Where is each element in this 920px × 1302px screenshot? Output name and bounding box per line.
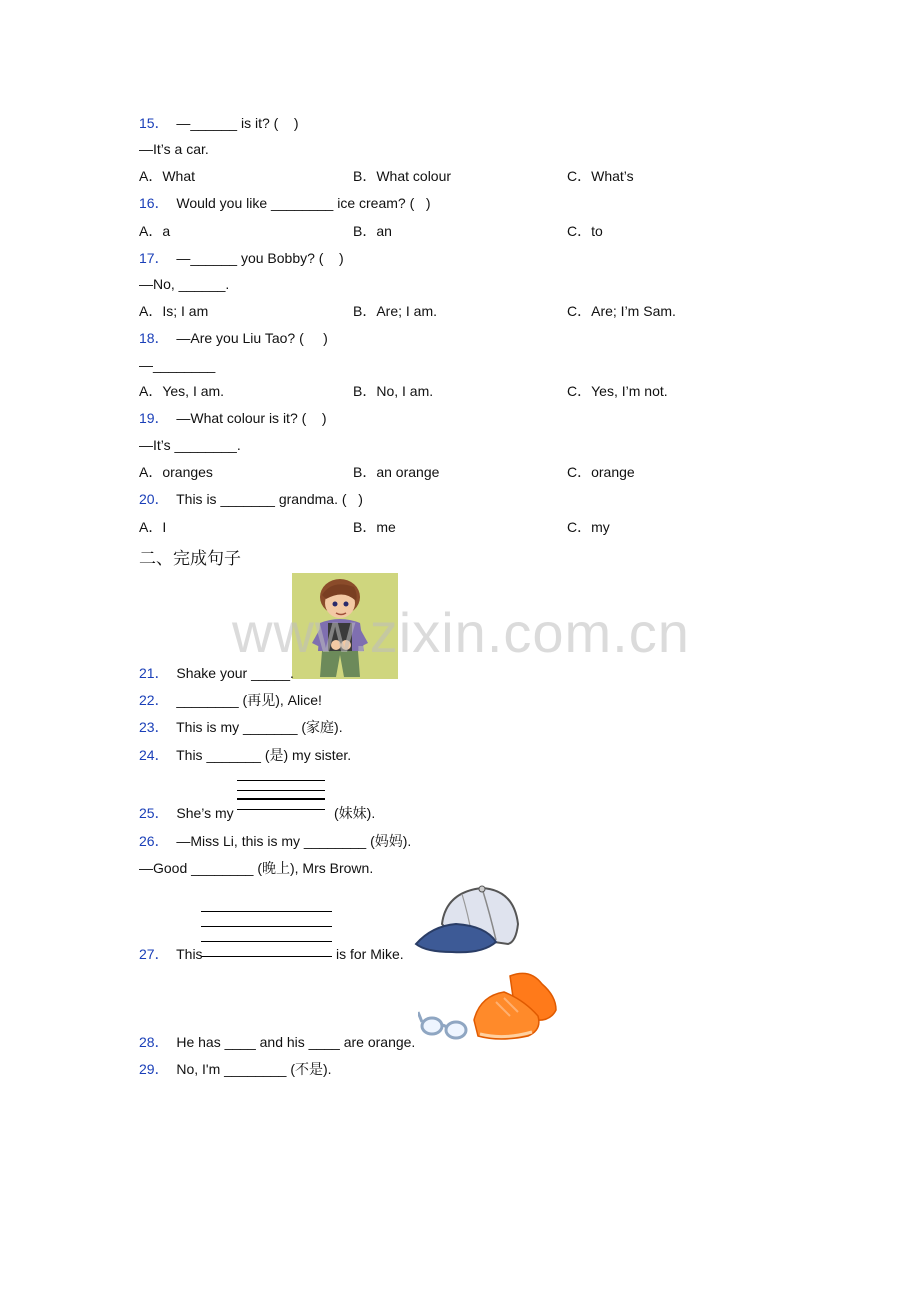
item-26: 26． —Miss Li, this is my ________ (妈妈). [139, 833, 412, 849]
question-18-answer-line: —________ [139, 357, 216, 373]
option-17-a: A．Is; I am [139, 303, 209, 319]
question-17-answer-line: —No, ______. [139, 276, 230, 292]
option-19-a: A．oranges [139, 464, 213, 480]
answer-line-27-2 [201, 926, 332, 927]
glasses-icon [418, 1008, 470, 1042]
boy-illustration [292, 573, 398, 679]
question-18: 18． —Are you Liu Tao? ( ) [139, 330, 328, 346]
item-21: 21． Shake your _____. [139, 665, 294, 681]
boy-image [292, 573, 398, 679]
answer-line-25-2 [237, 790, 325, 791]
glasses-image [418, 1008, 470, 1042]
option-16-b: B．an [353, 223, 392, 239]
question-15-answer-line: —It’s a car. [139, 141, 209, 157]
question-15: 15． —______ is it? ( ) [139, 115, 299, 131]
item-25-suffix: (妹妹). [334, 805, 376, 821]
question-19-answer-line: —It’s ________. [139, 437, 241, 453]
item-27-suffix: is for Mike. [336, 946, 404, 962]
option-15-b: B．What colour [353, 168, 452, 184]
answer-line-25-1 [237, 780, 325, 781]
watermark: www.zixin.com.cn [232, 601, 690, 664]
option-19-c: C．orange [567, 464, 635, 480]
question-16: 16． Would you like ________ ice cream? ( ) [139, 195, 431, 211]
option-15-c: C．What’s [567, 168, 634, 184]
option-20-a: A．I [139, 519, 167, 535]
shoes-image [470, 970, 558, 1046]
answer-line-25-3 [237, 798, 325, 800]
option-18-c: C．Yes, I’m not. [567, 383, 668, 399]
option-17-b: B．Are; I am. [353, 303, 438, 319]
option-18-a: A．Yes, I am. [139, 383, 225, 399]
option-16-a: A．a [139, 223, 171, 239]
option-20-c: C．my [567, 519, 610, 535]
question-20: 20． This is _______ grandma. ( ) [139, 491, 363, 507]
option-18-b: B．No, I am. [353, 383, 434, 399]
answer-line-25-4 [237, 809, 325, 810]
item-25: 25． She’s my [139, 805, 234, 821]
answer-line-27-1 [201, 911, 332, 912]
orange-shoes-icon [470, 970, 558, 1046]
option-15-a: A．What [139, 168, 196, 184]
item-24: 24． This _______ (是) my sister. [139, 747, 352, 763]
cap-image [412, 884, 524, 958]
item-23: 23． This is my _______ (家庭). [139, 719, 343, 735]
question-19: 19． —What colour is it? ( ) [139, 410, 327, 426]
item-26-line2: —Good ________ (晚上), Mrs Brown. [139, 860, 374, 876]
answer-line-27-4 [201, 956, 332, 957]
item-27: 27． This [139, 946, 203, 962]
question-17: 17． —______ you Bobby? ( ) [139, 250, 344, 266]
option-20-b: B．me [353, 519, 396, 535]
answer-line-27-3 [201, 941, 332, 942]
item-29: 29． No, I'm ________ (不是). [139, 1061, 332, 1077]
option-19-b: B．an orange [353, 464, 440, 480]
item-22: 22． ________ (再见), Alice! [139, 692, 322, 708]
cap-illustration [412, 884, 524, 958]
option-16-c: C．to [567, 223, 603, 239]
section-heading: 二、完成句子 [139, 549, 241, 569]
item-28: 28． He has ____ and his ____ are orange. [139, 1034, 416, 1050]
option-17-c: C．Are; I’m Sam. [567, 303, 676, 319]
